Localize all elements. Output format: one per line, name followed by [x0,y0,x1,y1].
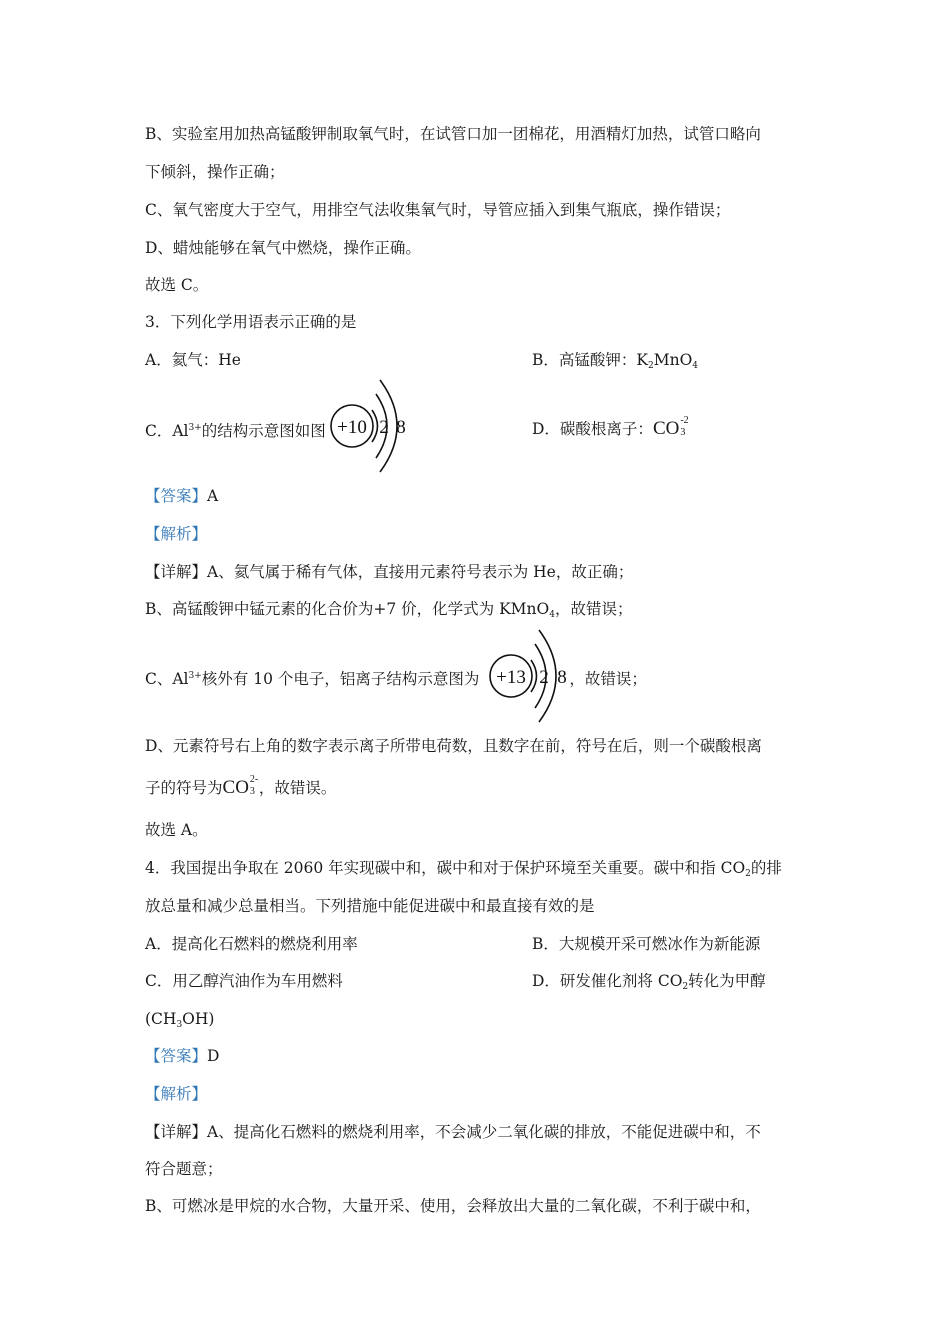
q3-answer: 【答案】A [145,487,219,505]
text-line: 故选 C。 [145,276,209,294]
q4-option-d: D．研发催化剂将 $CO_2$转化为甲醇 [532,972,766,992]
q3-detail-line: 子的符号为CO 2- 3 ，故错误。 [145,774,337,798]
carbonate-formula-wrong: CO -2 3 [652,415,689,439]
question-3-stem: 3．下列化学用语表示正确的是 [145,313,357,331]
text-line: B、实验室用加热高锰酸钾制取氧气时，在试管口加一团棉花，用酒精灯加热，试管口略向 [145,125,761,143]
question-4-stem: 放总量和减少总量相当。下列措施中能促进碳中和最直接有效的是 [145,897,595,915]
q3-detail-line: C、$Al^{3+}$核外有 10 个电子，铝离子结构示意图为 ，故错误； [145,670,647,688]
q3-option-c: C．$Al^{3+}$的结构示意图如图 [145,422,326,440]
q4-detail-line: B、可燃冰是甲烷的水合物，大量开采、使用，会释放出大量的二氧化碳，不利于碳中和， [145,1197,761,1215]
q4-option-d-formula: $(CH_3OH)$ [145,1010,215,1030]
q3-option-b: B．高锰酸钾：$K_2MnO_4$ [532,351,699,371]
q3-conclusion: 故选 A。 [145,821,208,839]
q4-detail-line: 符合题意； [145,1160,223,1178]
nucleus-label: +13 [496,667,526,688]
q4-option-b: B．大规模开采可燃冰作为新能源 [532,935,761,953]
q3-option-a: A．氦气：He [145,351,241,369]
q3-detail-line: B、高锰酸钾中锰元素的化合价为+7 价，化学式为 KMnO$_4$，故错误； [145,600,633,620]
q3-detail-line: 【详解】A、氦气属于稀有气体，直接用元素符号表示为 He，故正确； [145,563,634,581]
text-line: D、蜡烛能够在氧气中燃烧，操作正确。 [145,239,421,257]
question-4-stem: 4．我国提出争取在 2060 年实现碳中和，碳中和对于保护环境至关重要。碳中和指 $CO_2$的排 [145,859,782,879]
electron-count-1: 2 [379,417,389,438]
atomic-structure-diagram-wrong [328,376,412,476]
q4-option-c: C．用乙醇汽油作为车用燃料 [145,972,343,990]
electron-count-2: 8 [557,667,567,688]
q4-detail-line: 【详解】A、提高化石燃料的燃烧利用率，不会减少二氧化碳的排放，不能促进碳中和，不 [145,1123,761,1141]
q4-answer: 【答案】D [145,1047,220,1065]
atomic-structure-diagram-correct [487,626,577,726]
q4-option-a: A．提高化石燃料的燃烧利用率 [145,935,358,953]
text-line: 下倾斜，操作正确； [145,163,285,181]
text-line: C、氧气密度大于空气，用排空气法收集氧气时，导管应插入到集气瓶底，操作错误； [145,201,731,219]
carbonate-formula-correct: CO 2- 3 [222,774,259,798]
q3-option-d: D．碳酸根离子：CO -2 3 [532,415,689,439]
electron-count-1: 2 [539,667,549,688]
q3-detail-line: D、元素符号右上角的数字表示离子所带电荷数，且数字在前，符号在后，则一个碳酸根离 [145,737,762,755]
nucleus-label: +10 [337,417,367,438]
q4-analysis-label: 【解析】 [145,1085,208,1103]
electron-count-2: 8 [396,417,406,438]
q3-analysis-label: 【解析】 [145,525,208,543]
